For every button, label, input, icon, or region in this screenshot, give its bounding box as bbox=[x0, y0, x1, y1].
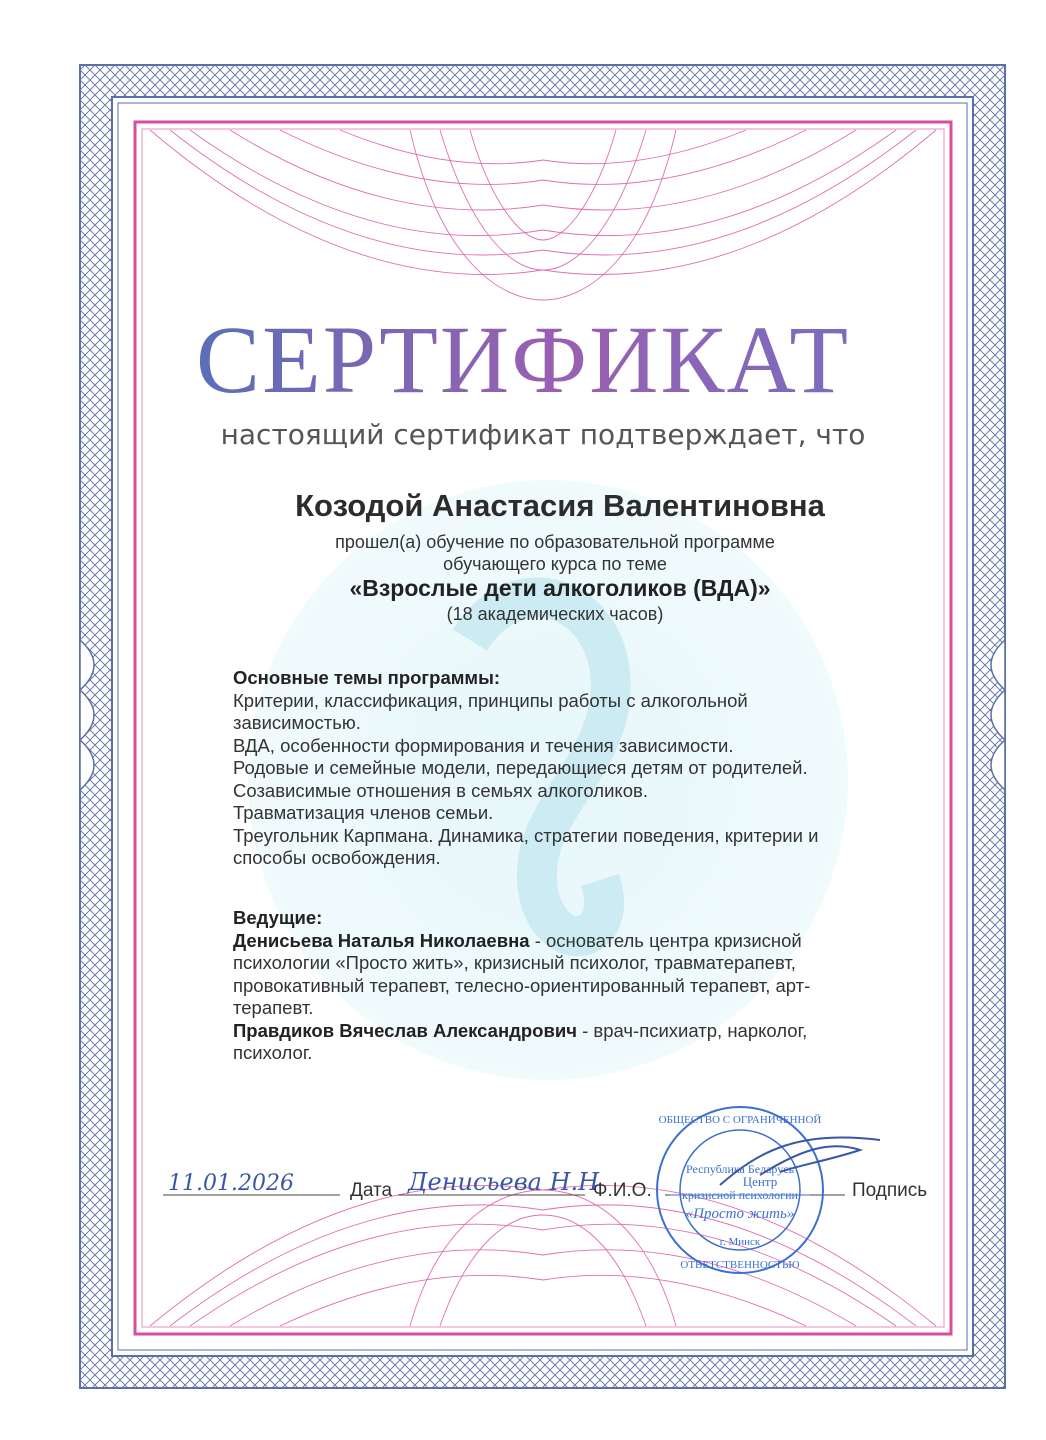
topic-item: ВДА, особенности формирования и течения зависимости. bbox=[233, 734, 734, 756]
svg-text:ОТВЕТСТВЕННОСТЬЮ: ОТВЕТСТВЕННОСТЬЮ bbox=[680, 1259, 800, 1271]
signature-label: Подпись bbox=[852, 1180, 928, 1201]
bottom-guilloche bbox=[150, 1185, 936, 1326]
course-hours: (18 академических часов) bbox=[446, 604, 664, 624]
topic-item: Критерии, классификация, принципы работы с алкогольной зависимостью. bbox=[233, 689, 748, 733]
svg-text:ОБЩЕСТВО С ОГРАНИЧЕННОЙ: ОБЩЕСТВО С ОГРАНИЧЕННОЙ bbox=[658, 1114, 822, 1126]
host-1 bbox=[233, 930, 833, 1020]
topic-item: Травматизация членов семьи. bbox=[233, 802, 494, 823]
host-2-description: - врач-психиатр, нарколог, психолог. bbox=[233, 1019, 808, 1063]
fio-label: Ф.И.О. bbox=[593, 1180, 652, 1201]
fio-value: Денисьева Н.Н bbox=[408, 1168, 600, 1196]
svg-text:Республика Беларусь: Республика Беларусь bbox=[685, 1162, 795, 1176]
svg-text:Центр: Центр bbox=[742, 1174, 778, 1189]
hosts-heading: Ведущие: bbox=[233, 907, 323, 928]
svg-text:г. Минск: г. Минск bbox=[719, 1236, 761, 1248]
date-value: 11.01.2026 bbox=[168, 1171, 294, 1196]
course-title: «Взрослые дети алкоголиков (ВДА)» bbox=[349, 575, 771, 601]
topic-item: Родовые и семейные модели, передающиеся детям от родителей. bbox=[233, 757, 808, 778]
host-1-name: Денисьева Наталья Николаевна bbox=[233, 929, 530, 951]
program-line-2: обучающего курса по теме bbox=[443, 554, 667, 574]
topic-item: Треугольник Карпмана. Динамика, стратегии поведения, критерии и способы освобождения. bbox=[233, 824, 819, 868]
certificate-title: СЕРТИФИКАТ bbox=[196, 306, 850, 413]
svg-text:«Просто жить»: «Просто жить» bbox=[685, 1206, 795, 1222]
hosts-section bbox=[233, 907, 833, 1065]
host-2 bbox=[233, 1020, 833, 1065]
certificate-subtitle: настоящий сертификат подтверждает, что bbox=[220, 418, 866, 451]
svg-text:кризисной психологии: кризисной психологии bbox=[682, 1188, 798, 1202]
program-line-1: прошел(а) обучение по образовательной программе bbox=[335, 532, 775, 552]
date-label: Дата bbox=[350, 1180, 393, 1201]
stamp-text bbox=[659, 1114, 822, 1271]
host-2-name: Правдиков Вячеслав Александрович bbox=[233, 1019, 577, 1041]
topics-heading: Основные темы программы: bbox=[233, 667, 501, 688]
host-1-description: - основатель центра кризисной психологии «Просто жить», кризисный психолог, травматерапевт, провокативный терапевт, телесно-ориентированный терапевт, арт-терапевт. bbox=[233, 929, 811, 1018]
topic-item: Созависимые отношения в семьях алкоголиков. bbox=[233, 779, 648, 801]
topics-section bbox=[233, 667, 853, 870]
top-guilloche bbox=[150, 130, 936, 300]
recipient-name: Козодой Анастасия Валентиновна bbox=[295, 488, 825, 523]
